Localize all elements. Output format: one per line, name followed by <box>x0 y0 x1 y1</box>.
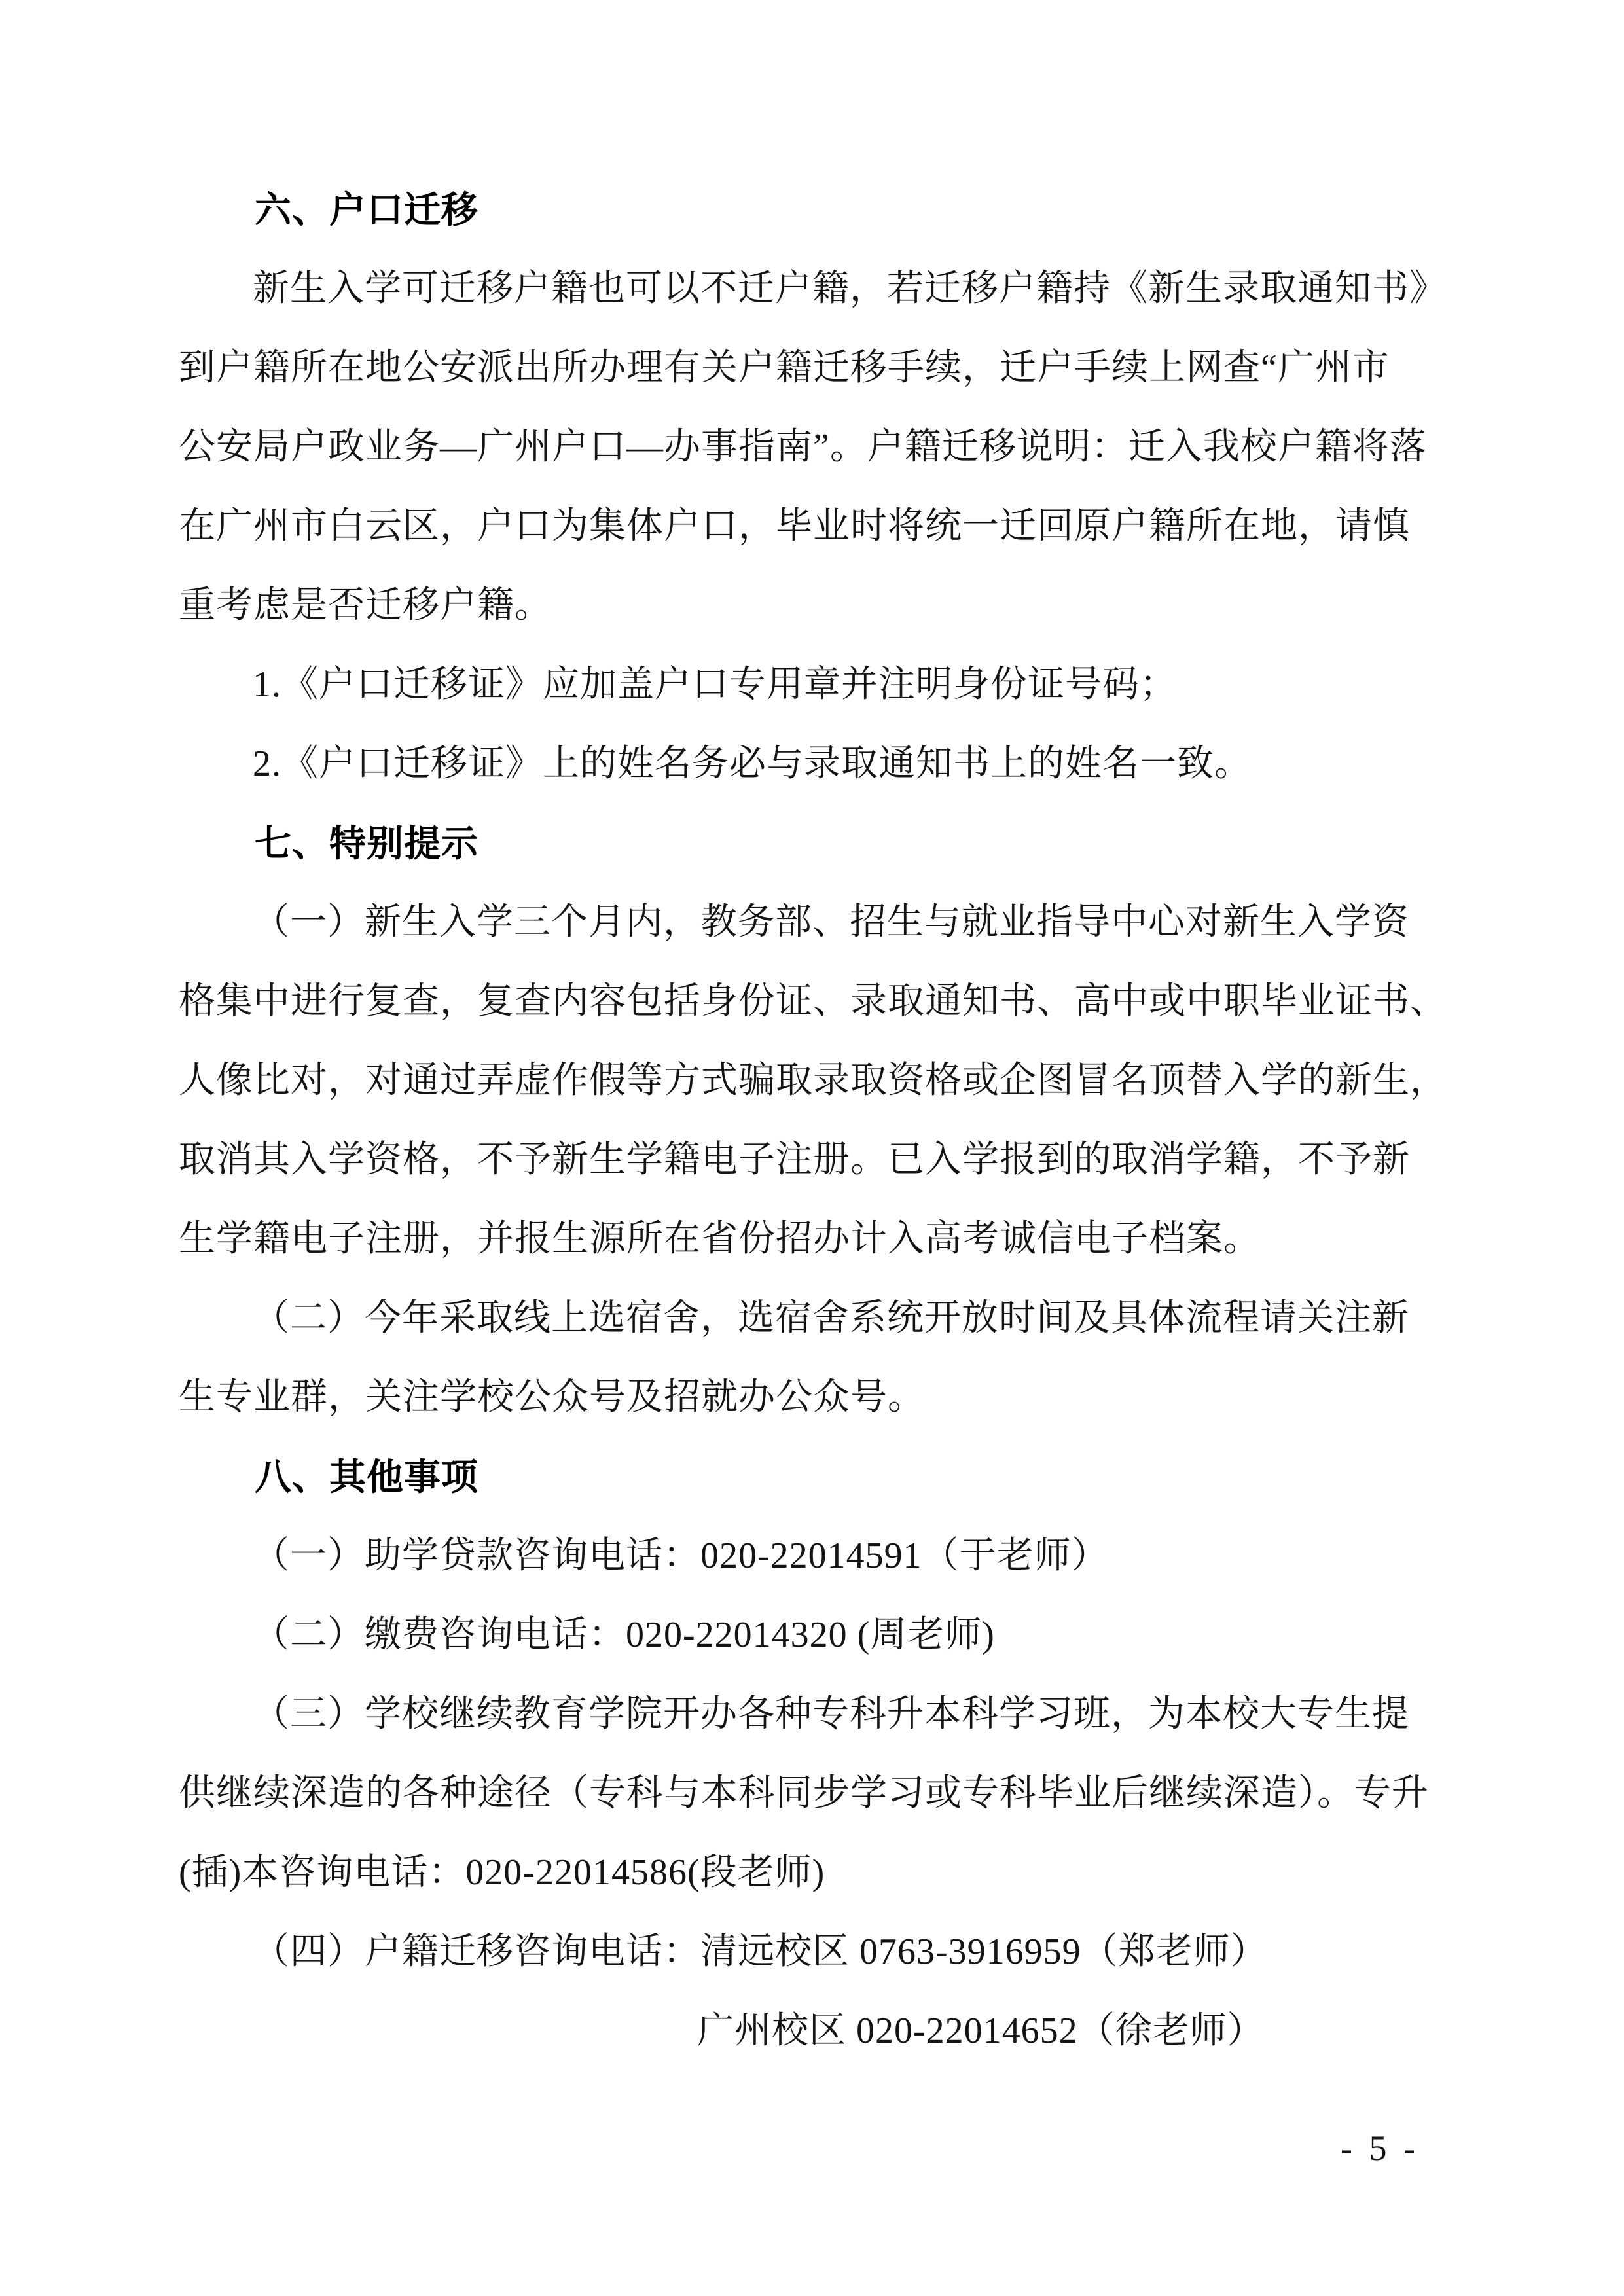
text-line: （三）学校继续教育学院开办各种专科升本科学习班，为本校大专生提 <box>253 1694 1409 1734</box>
document-body <box>179 170 1481 2071</box>
text-line: 重考虑是否迁移户籍。 <box>179 585 552 626</box>
text-line: （二）今年采取线上选宿舍，选宿舍系统开放时间及具体流程请关注新 <box>253 1298 1409 1338</box>
contact-line-payment: （二）缴费咨询电话：020-22014320 (周老师) <box>253 1615 995 1655</box>
text-line: 供继续深造的各种途径（专科与本科同步学习或专科毕业后继续深造）。专升 <box>179 1773 1429 1814</box>
text-line: 公安局户政业务—广州户口—办事指南”。户籍迁移说明：迁入我校户籍将落 <box>179 427 1427 467</box>
section-heading-7: 七、特别提示 <box>255 823 478 864</box>
text-line: 取消其入学资格，不予新生学籍电子注册。已入学报到的取消学籍，不予新 <box>179 1139 1410 1180</box>
contact-line-loan: （一）助学贷款咨询电话：020-22014591（于老师） <box>253 1535 1109 1576</box>
section-heading-8: 八、其他事项 <box>255 1456 478 1498</box>
text-line: 新生入学可迁移户籍也可以不迁户籍，若迁移户籍持《新生录取通知书》 <box>253 268 1447 309</box>
contact-line-hukou-gz: 广州校区 020-22014652（徐老师） <box>697 2011 1265 2051</box>
text-line: 在广州市白云区，户口为集体户口，毕业时将统一迁回原户籍所在地，请慎 <box>179 506 1410 547</box>
contact-line-upgrade: (插)本咨询电话：020-22014586(段老师) <box>179 1852 825 1893</box>
list-item-2: 2.《户口迁移证》上的姓名务必与录取通知书上的姓名一致。 <box>253 744 1252 784</box>
list-item-1: 1.《户口迁移证》应加盖户口专用章并注明身份证号码； <box>253 664 1177 705</box>
text-line: 人像比对，对通过弄虚作假等方式骗取录取资格或企图冒名顶替入学的新生， <box>179 1060 1447 1101</box>
text-line: （一）新生入学三个月内，教务部、招生与就业指导中心对新生入学资 <box>253 902 1409 942</box>
text-line: 到户籍所在地公安派出所办理有关户籍迁移手续，迁户手续上网查“广州市 <box>179 348 1390 388</box>
section-heading-6: 六、户口迁移 <box>255 189 478 230</box>
page-number: - 5 - <box>1341 2128 1419 2168</box>
text-line: 生学籍电子注册，并报生源所在省份招办计入高考诚信电子档案。 <box>179 1219 1261 1259</box>
text-line: 生专业群，关注学校公众号及招就办公众号。 <box>179 1377 925 1418</box>
text-line: 格集中进行复查，复查内容包括身份证、录取通知书、高中或中职毕业证书、 <box>179 981 1447 1022</box>
contact-line-hukou-qy: （四）户籍迁移咨询电话：清远校区 0763-3916959（郑老师） <box>253 1931 1268 1972</box>
